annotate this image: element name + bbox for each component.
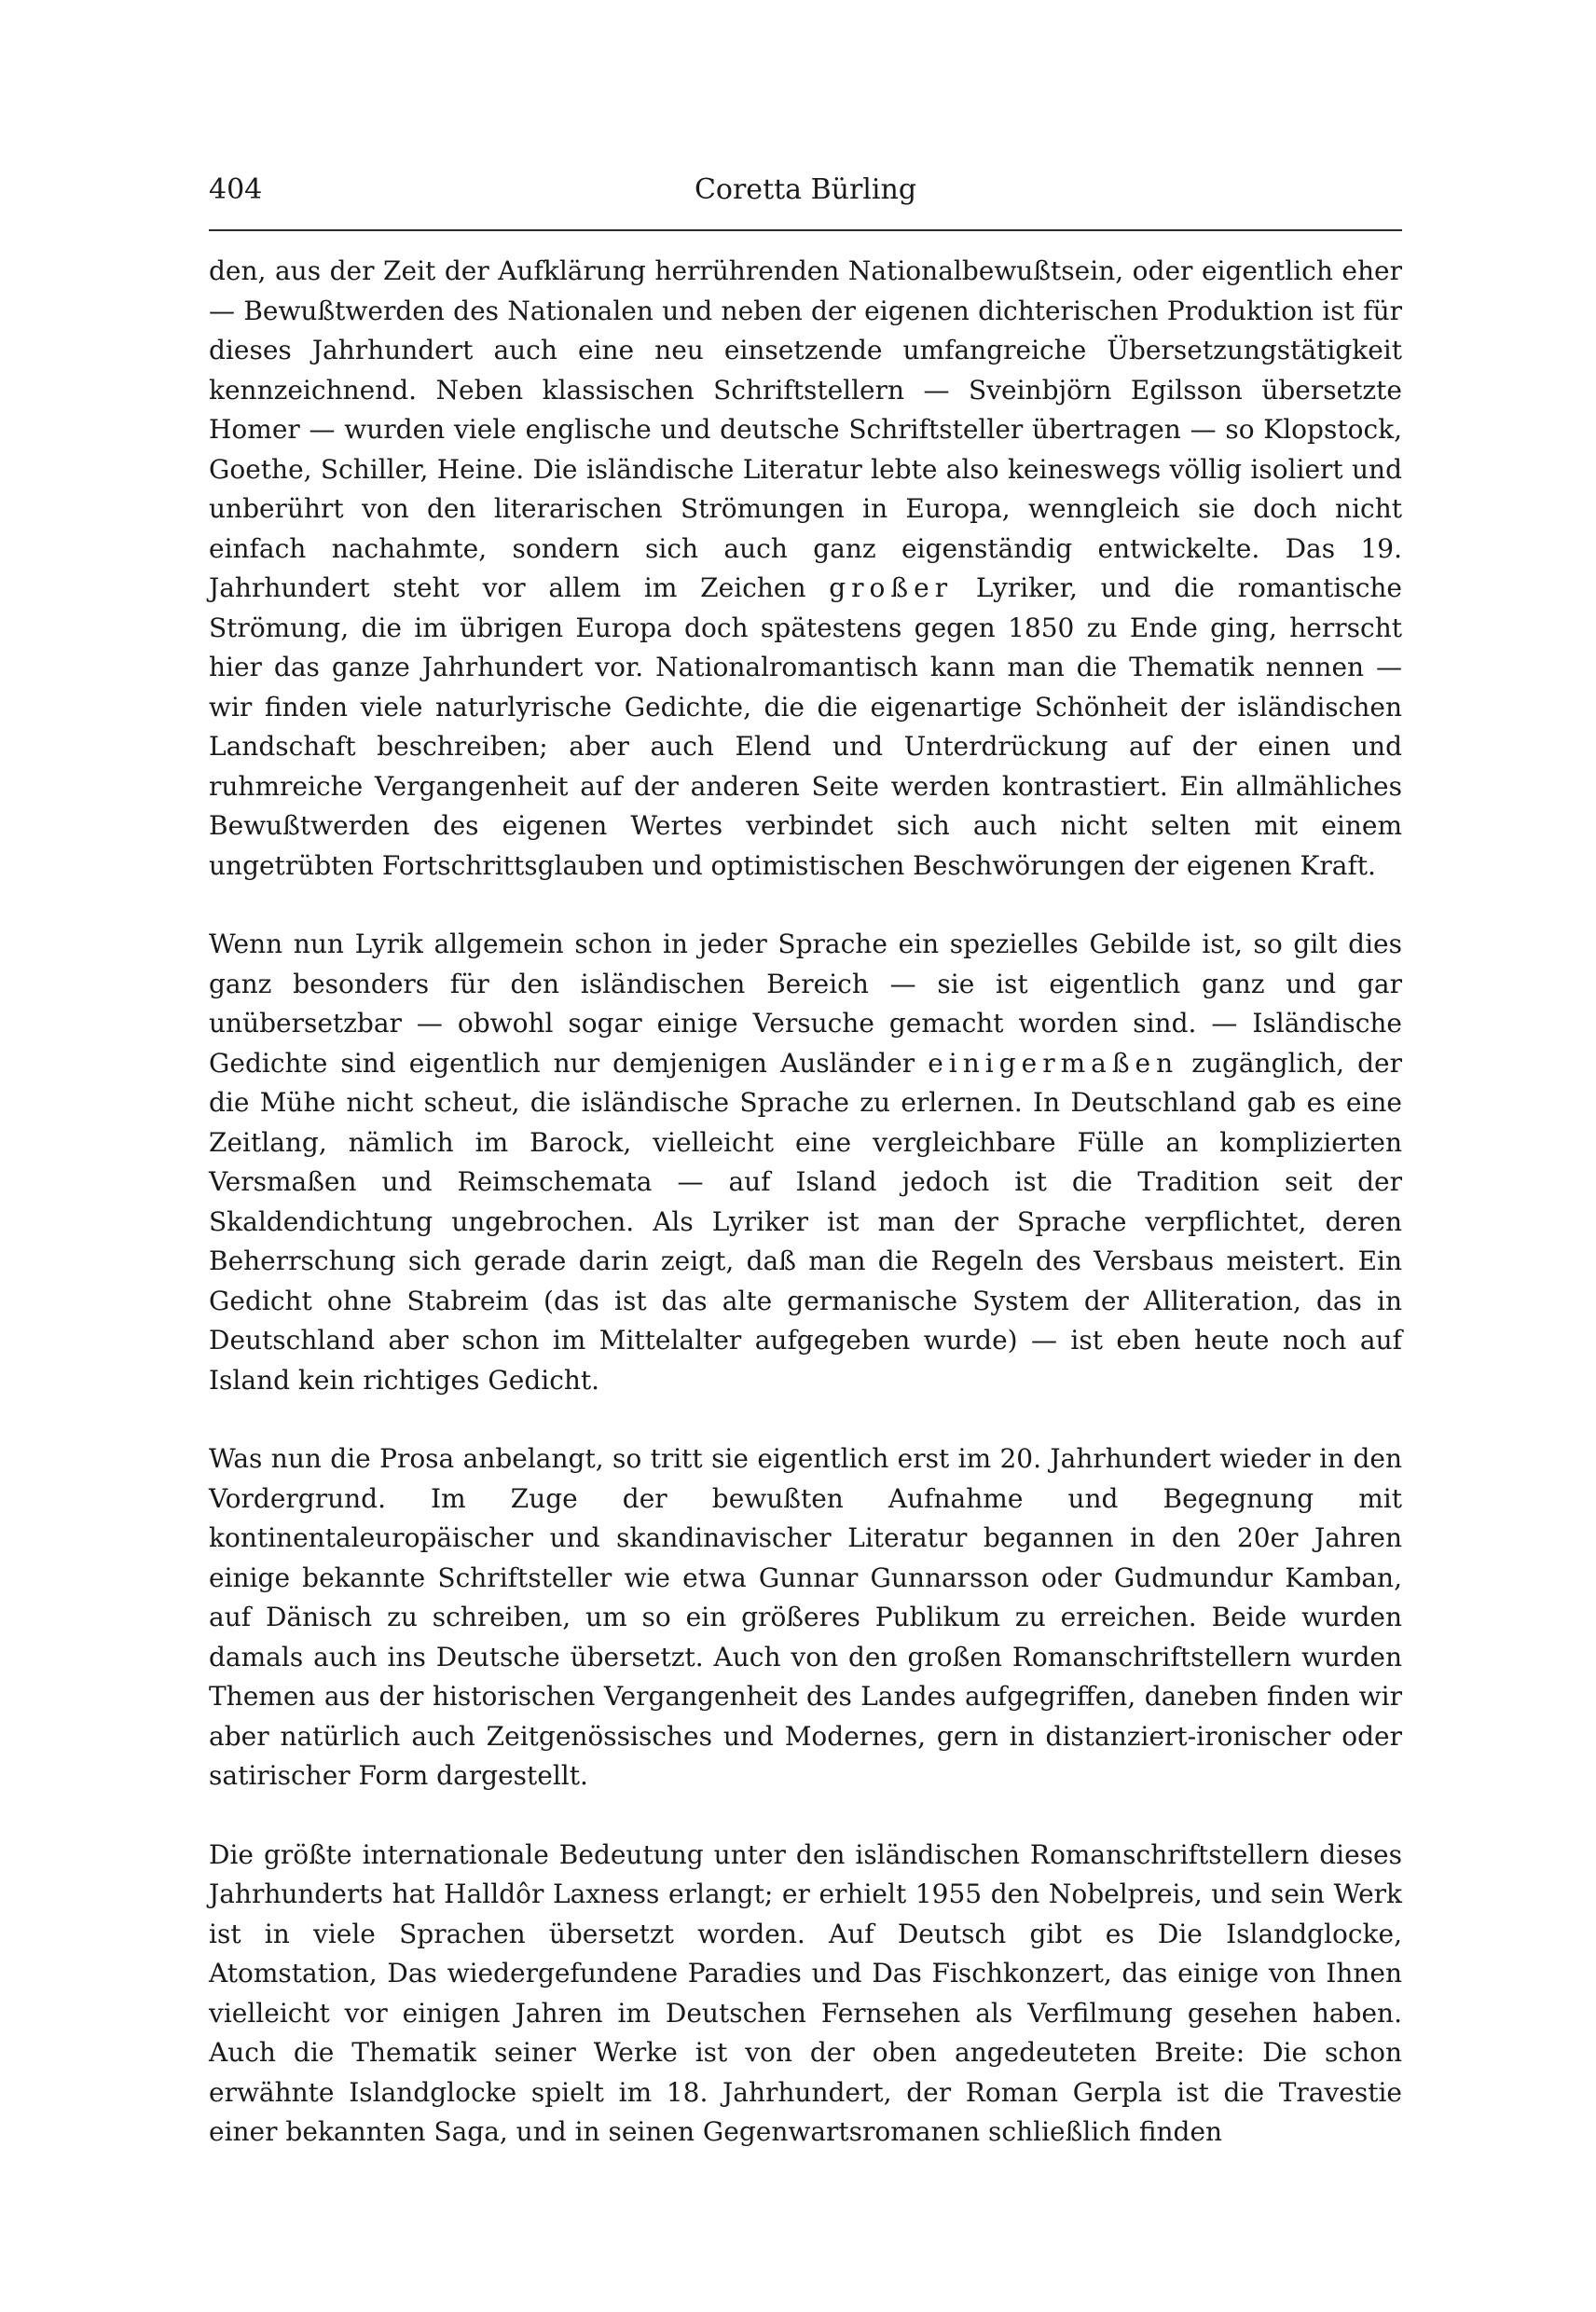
running-head	[209, 166, 1402, 214]
running-title: Coretta Bürling	[694, 173, 917, 206]
emphasized-word-grosser: großer	[829, 572, 954, 603]
paragraph-3-text: Was nun die Prosa anbelangt, so tritt sie eigentlich erst im 20. Jahrhundert wieder in den Vordergrund. Im Zuge der bewußten Aufnahme und Begegnung mit kontinentaleuropäischer und skandinavischer Literatur begannen in den 20er Jahren einige bekannte Schriftsteller wie etwa Gunnar Gunnarsson oder Gudmundur Kamban, auf Dänisch zu schreiben, um so ein größeres Publikum zu erreichen. Beide wurden damals auch ins Deutsche übersetzt. Auch von den großen Romanschriftstellern wurden Themen aus der historischen Vergangenheit des Landes aufgegriffen, daneben finden wir aber natürlich auch Zeitgenössisches und Modernes, gern in distanziert-ironischer oder satirischer Form dargestellt.	[209, 1443, 1402, 1791]
header-rule	[209, 229, 1402, 231]
paragraph-4	[209, 1836, 1402, 2153]
paragraph-3	[209, 1439, 1402, 1796]
paragraph-2-text-b: zugänglich, der die Mühe nicht scheut, die isländische Sprache zu erlernen. In Deutschland gab es eine Zeitlang, nämlich im Barock, vielleicht eine vergleichbare Fülle an komplizierten Versmaßen und Reimschemata — auf Island jedoch ist die Tradition seit der Skaldendichtung ungebrochen. Als Lyriker ist man der Sprache verpflichtet, deren Beherrschung sich gerade darin zeigt, daß man die Regeln des Versbaus meistert. Ein Gedicht ohne Stabreim (das ist das alte germanische System der Alliteration, das in Deutschland aber schon im Mittelalter aufgegeben wurde) — ist eben heute noch auf Island kein richtiges Gedicht.	[209, 1047, 1402, 1396]
paragraph-2	[209, 925, 1402, 1400]
page-number: 404	[209, 173, 263, 206]
book-page	[209, 166, 1402, 2192]
emphasized-word-einigermassen: einigermaßen	[928, 1047, 1179, 1079]
body-text	[209, 252, 1402, 2153]
paragraph-2-text-a: Wenn nun Lyrik allgemein schon in jeder Sprache ein spezielles Gebilde ist, so gilt dies ganz besonders für den isländischen Bereich — sie ist eigentlich ganz und gar unübersetzbar — obwohl sogar einige Versuche gemacht worden sind. — Isländische Gedichte sind eigentlich nur demjenigen Ausländer	[209, 929, 1402, 1079]
paragraph-1	[209, 252, 1402, 886]
paragraph-1-text-b: Lyriker, und die romantische Strömung, die im übrigen Europa doch spätestens gegen 1850 zu Ende ging, herrscht hier das ganze Jahrhundert vor. Nationalromantisch kann man die Thematik nennen — wir finden viele naturlyrische Gedichte, die die eigenartige Schönheit der isländischen Landschaft beschreiben; aber auch Elend und Unterdrückung auf der einen und ruhmreiche Vergangenheit auf der anderen Seite werden kontrastiert. Ein allmähliches Bewußtwerden des eigenen Wertes verbindet sich auch nicht selten mit einem ungetrübten Fortschrittsglauben und optimistischen Beschwörungen der eigenen Kraft.	[209, 572, 1402, 881]
paragraph-4-text: Die größte internationale Bedeutung unter den isländischen Romanschriftstellern dieses Jahrhunderts hat Halldôr Laxness erlangt; er erhielt 1955 den Nobelpreis, und sein Werk ist in viele Sprachen übersetzt worden. Auf Deutsch gibt es Die Islandglocke, Atomstation, Das wiedergefundene Paradies und Das Fischkonzert, das einige von Ihnen vielleicht vor einigen Jahren im Deutschen Fernsehen als Verfilmung gesehen haben. Auch die Thematik seiner Werke ist von der oben angedeuteten Breite: Die schon erwähnte Islandglocke spielt im 18. Jahrhundert, der Roman Gerpla ist die Travestie einer bekannten Saga, und in seinen Gegenwartsromanen schließlich finden	[209, 1838, 1402, 2147]
paragraph-1-text-a: den, aus der Zeit der Aufklärung herrührenden Nationalbewußtsein, oder eigentlich eher — Bewußtwerden des Nationalen und neben der eigenen dichterischen Produktion ist für dieses Jahrhundert auch eine neu einsetzende umfangreiche Übersetzungstätigkeit kennzeichnend. Neben klassischen Schriftstellern — Sveinbjörn Egilsson übersetzte Homer — wurden viele englische und deutsche Schriftsteller übertragen — so Klopstock, Goethe, Schiller, Heine. Die isländische Literatur lebte also keineswegs völlig isoliert und unberührt von den literarischen Strömungen in Europa, wenngleich sie doch nicht einfach nachahmte, sondern sich auch ganz eigenständig entwickelte. Das 19. Jahrhundert steht vor allem im Zeichen	[209, 255, 1402, 603]
